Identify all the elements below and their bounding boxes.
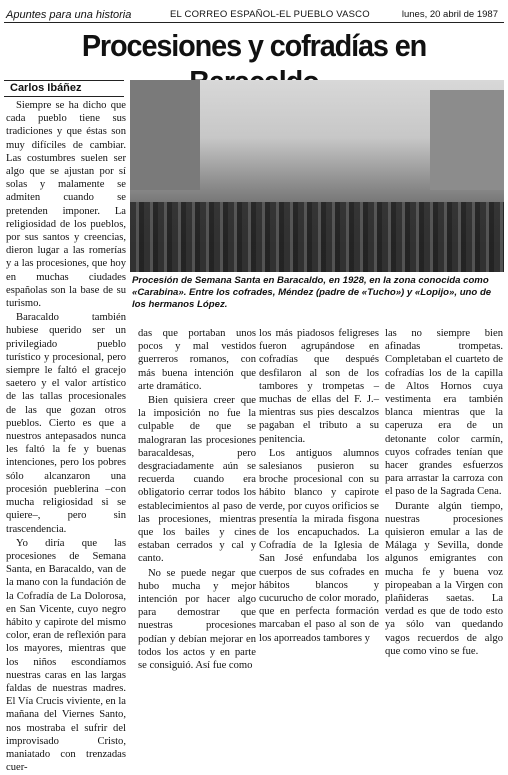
paragraph: Bien quisiera creer que la imposición no fue la culpable de que se malograran las procesiones baracaldesas, pero desgraciadamente aún se recuerda cuando era obligatorio cerrar todos los establecimientos al paso de las procesiones, mientras que los bailes y cines estaban cerrados y cal y canto. bbox=[138, 395, 256, 565]
byline-rule-bottom bbox=[4, 96, 124, 97]
paragraph: Baracaldo también hubiese querido ser un privilegiado pueblo turístico y procesional, pero siempre le faltó el gracejo saetero y el valor artístico de las tallas procesionales de las que gozan otros pueblos. Cierto es que a nuestros antepasados nunca les faltó la fe y buenas intenciones, pero los pobres sólo alcanzaron una procesión pueblerina –con mucha religiosidad si se quiere–, pero sin trascendencia. bbox=[6, 312, 126, 535]
paragraph: los más piadosos feligreses fueron agrupándose en cofradías que después desfilaron al son de los tambores y trompetas –muchas de ellas del F. J.– mientras sus pies descalzos pagaban el tributo a su penitencia. bbox=[259, 328, 379, 445]
paragraph: Siempre se ha dicho que cada pueblo tiene sus tradiciones y que éstas son muy difíciles de cambiar. Las costumbres suelen ser algo que se ajustan por sí solas y malamente se admiten cuando se pretenden imponer. La religiosidad de los pueblos, por sus santos y creencias, dieron lugar a las romerías y a las procesiones, que hoy en muchas ciudades españolas son la base de su turismo. bbox=[6, 100, 126, 310]
publication-date: lunes, 20 abril de 1987 bbox=[401, 9, 498, 20]
article-column-4 bbox=[385, 327, 503, 659]
author-byline: Carlos Ibáñez bbox=[10, 82, 82, 94]
photo-caption: Procesión de Semana Santa en Baracaldo, en 1928, en la zona conocida como «Carabina». Entre los cofrades, Méndez (padre de «Tucho») y «Lopijo», uno de los hermanos López. bbox=[132, 275, 492, 310]
page-header bbox=[0, 0, 508, 24]
newspaper-name: EL CORREO ESPAÑOL-EL PUEBLO VASCO bbox=[170, 9, 370, 20]
section-label: Apuntes para una historia bbox=[6, 9, 132, 21]
paragraph: las no siempre bien afinadas trompetas. Completaban el cuarteto de cofradías los de la capilla de Altos Hornos cuya vestimenta era también blanca mientras que la caperuza era de un detonante color carmín, cuyos cofrades tenían que hacer grandes esfuerzos para arrastar la carroza con el paso de la Sagrada Cena. bbox=[385, 328, 503, 498]
photo-crowd bbox=[130, 202, 504, 272]
paragraph: Los antiguos alumnos salesianos pusieron su broche procesional con su hábito blanco y capirote verde, por cuyos orificios se presentía la mirada fisgona de los encapuchados. La Cofradía de la Iglesia de San José enfundaba los cuerpos de sus cofrades en hábitos blancos y cucurucho de color morado, que en perfecta formación marcaban el paso al son de los aporreados tambores y bbox=[259, 447, 379, 644]
paragraph: Yo diría que las procesiones de Semana Santa, en Baracaldo, van de la mano con la fundación de la Cofradía de La Dolorosa, en San Vicente, cuyo negro hábito y capirote del mismo color, eran de reflexión para los mayores, mientras que los niños escondíamos nuestras caras en las largas faldas de nuestras madres. El Vía Crucis viviente, en la mañana del Viernes Santo, nos mostraba el sufrir del improvisado Cristo, maniatado con trenzadas cuer- bbox=[6, 537, 126, 774]
article-column-3 bbox=[259, 327, 379, 646]
paragraph: Durante algún tiempo, nuestras procesiones quisieron emular a las de Málaga y Sevilla, donde algunos emigrantes con mucha fe y buena voz piropeaban a la Virgen con plañideras saetas. La verdad es que de todo esto ya sólo van quedando vagos recuerdos de algo que como vino se fue. bbox=[385, 500, 503, 657]
article-column-1 bbox=[6, 99, 126, 775]
article-title: Procesiones y cofradías en bbox=[81, 28, 427, 63]
article-column-2 bbox=[138, 327, 256, 673]
photo-building-left bbox=[130, 80, 200, 190]
header-rule bbox=[4, 22, 504, 23]
byline-rule-top bbox=[4, 80, 124, 81]
paragraph: No se puede negar que hubo mucha y mejor intención por hacer algo para demostrar que nuestras procesiones podían y debían mejorar en todos los actos y en parte se consiguió. Así fue como bbox=[138, 567, 256, 672]
paragraph: das que portaban unos pocos y mal vestidos guerreros romanos, con más buena intención que arte dramático. bbox=[138, 328, 256, 392]
photo-building-right bbox=[430, 90, 504, 190]
procession-photo bbox=[130, 80, 504, 272]
